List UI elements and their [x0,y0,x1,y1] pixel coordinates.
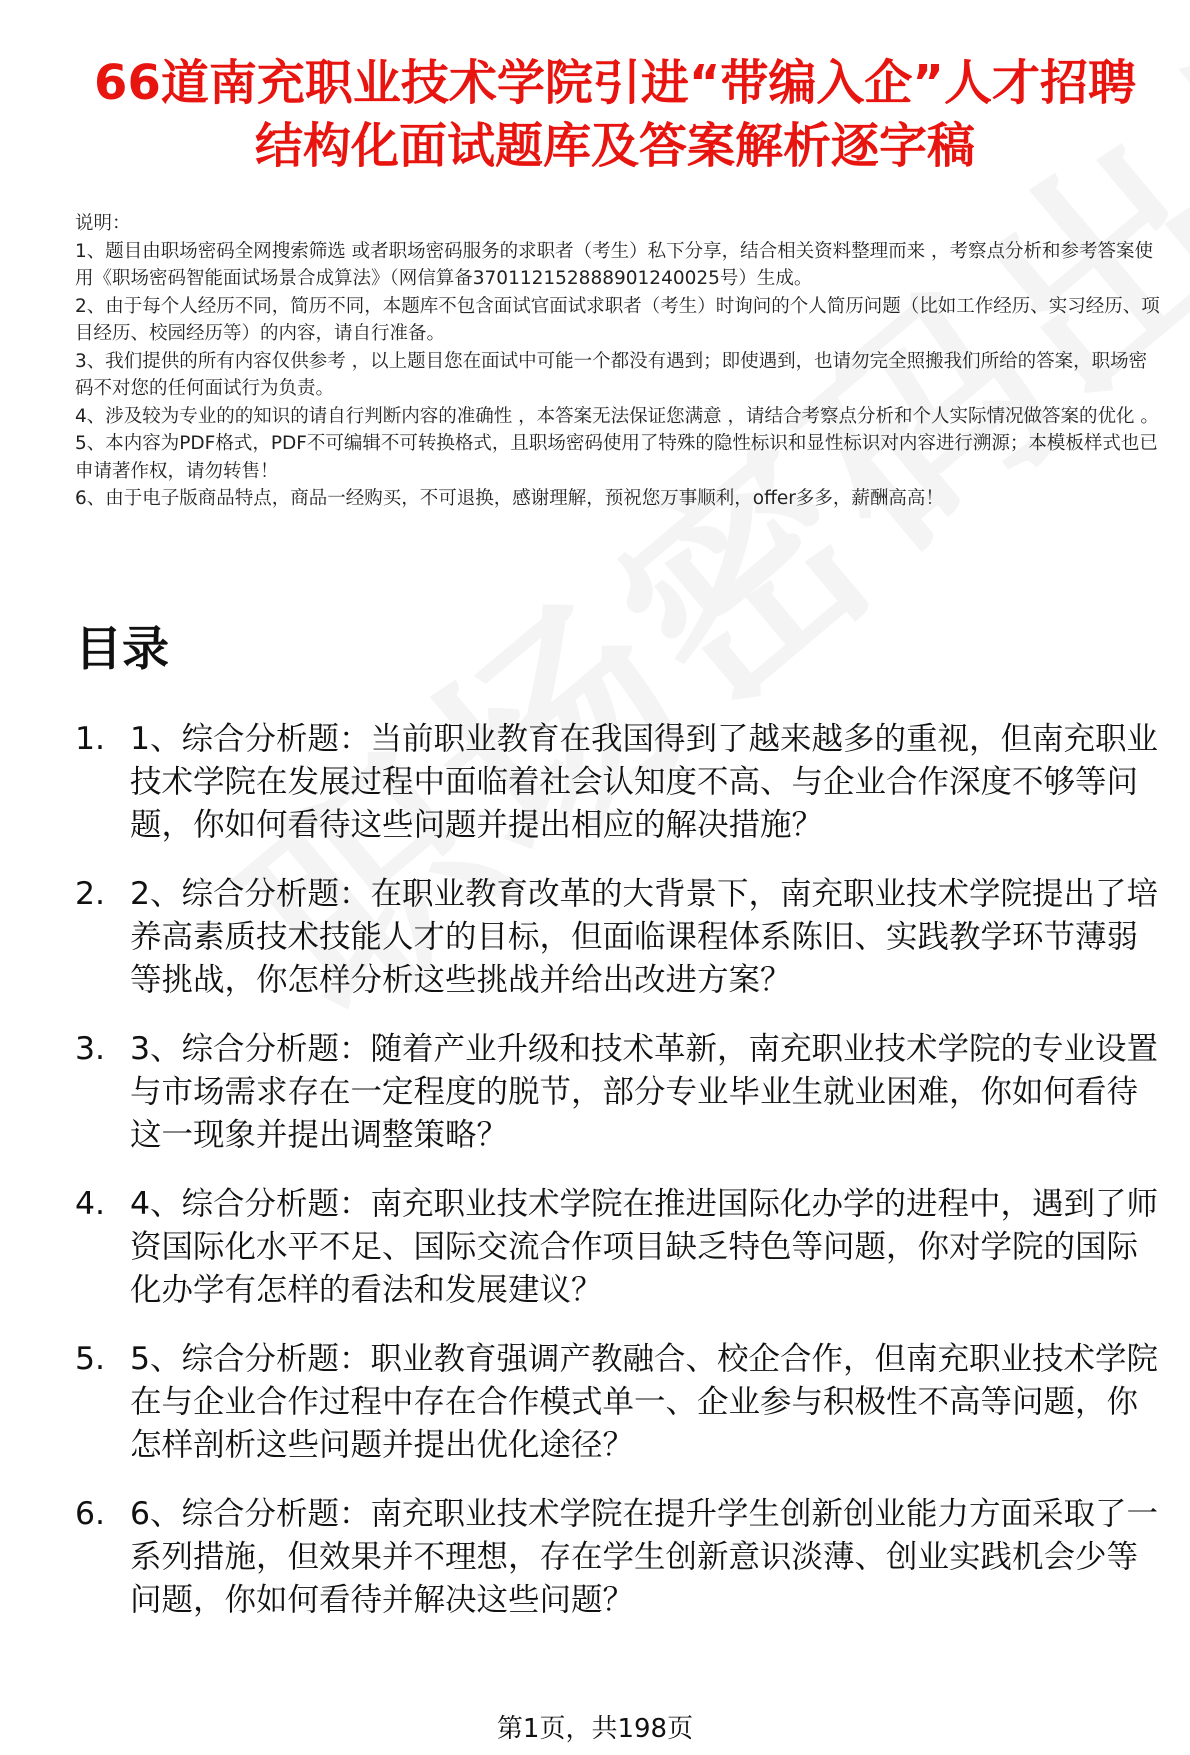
note-item: 6、由于电子版商品特点，商品一经购买，不可退换，感谢理解，预祝您万事顺利，offer多多，薪酬高高！ [75,488,944,509]
note-item: 2、由于每个人经历不同，简历不同，本题库不包含面试官面试求职者（考生）时询问的个人简历问题（比如工作经历、实习经历、项目经历、校园经历等）的内容，请自行准备。 [75,295,1160,344]
toc-list [75,718,1165,1648]
toc-item[interactable] [75,718,1165,847]
note-item: 1、题目由职场密码全网搜索筛选 或者职场密码服务的求职者（考生）私下分享，结合相关资料整理而来 ，考察点分析和参考答案使用《职场密码智能面试场景合成算法》（网信算备37011215288890124​0025号）生成。 [75,240,1154,289]
note-item: 3、我们提供的所有内容仅供参考 ，以上题目您在面试中可能一个都没有遇到；即使遇到，也请勿完全照搬我们所给的答案，职场密码不对您的任何面试行为负责。 [75,350,1148,399]
toc-item-number: 3. [75,1031,106,1067]
toc-item[interactable] [75,873,1165,1002]
note-item: 4、涉及较为专业的的知识的请自行判断内容的准确性 ，本答案无法保证您满意 ，请结合考察点分析和个人实际情况做答案的优化 。 [75,405,1159,427]
toc-item-text[interactable]: 1、综合分析题：当前职业教育在我国得到了越来越多的重视，但南充职业技术学院在发展过程中面临着社会认知度不高、与企业合作深度不够等问题，你如何看待这些问题并提出相应的解决措施？ [130,721,1159,843]
toc-item-text[interactable]: 5、综合分析题：职业教育强调产教融合、校企合作，但南充职业技术学院在与企业合作过程中存在合作模式单一、企业参与积极性不高等问题，你怎样剖析这些问题并提出优化途径？ [130,1341,1159,1463]
notes-heading: 说明： [75,213,131,234]
toc-item-number: 4. [75,1186,106,1222]
toc-item-number: 6. [75,1496,106,1532]
toc-item[interactable] [75,1028,1165,1157]
document-title: 66道南充职业技术学院引进“带编入企”人才招聘结构化面试题库及答案解析逐字稿 [94,55,1136,174]
page-footer: 第1页，共198页 [496,1714,694,1744]
note-item: 5、本内容为PDF格式，PDF不可编辑不可转换格式，且职场密码使用了特殊的隐性标识和显性标识对内容进行溯源；本模板样式也已申请著作权，请勿转售！ [75,433,1158,482]
toc-item-number: 5. [75,1341,106,1377]
notes-section [75,210,1165,513]
toc-item-text[interactable]: 2、综合分析题：在职业教育改革的大背景下，南充职业技术学院提出了培养高素质技术技能人才的目标，但面临课程体系陈旧、实践教学环节薄弱等挑战，你怎样分析这些挑战并给出改进方案？ [130,876,1159,998]
toc-heading: 目录 [75,622,169,677]
toc-item-text[interactable]: 3、综合分析题：随着产业升级和技术革新，南充职业技术学院的专业设置与市场需求存在一定程度的脱节，部分专业毕业生就业困难，你如何看待这一现象并提出调整策略？ [130,1031,1159,1153]
toc-item-number: 1. [75,721,106,757]
toc-item-number: 2. [75,876,106,912]
toc-item[interactable] [75,1493,1165,1622]
toc-item-text[interactable]: 4、综合分析题：南充职业技术学院在推进国际化办学的进程中，遇到了师资国际化水平不足、国际交流合作项目缺乏特色等问题，你对学院的国际化办学有怎样的看法和发展建议？ [130,1186,1159,1308]
toc-item-text[interactable]: 6、综合分析题：南充职业技术学院在提升学生创新创业能力方面采取了一系列措施，但效果并不理想，存在学生创新意识淡薄、创业实践机会少等问题，你如何看待并解决这些问题？ [130,1496,1159,1618]
toc-item[interactable] [75,1183,1165,1312]
toc-item[interactable] [75,1338,1165,1467]
